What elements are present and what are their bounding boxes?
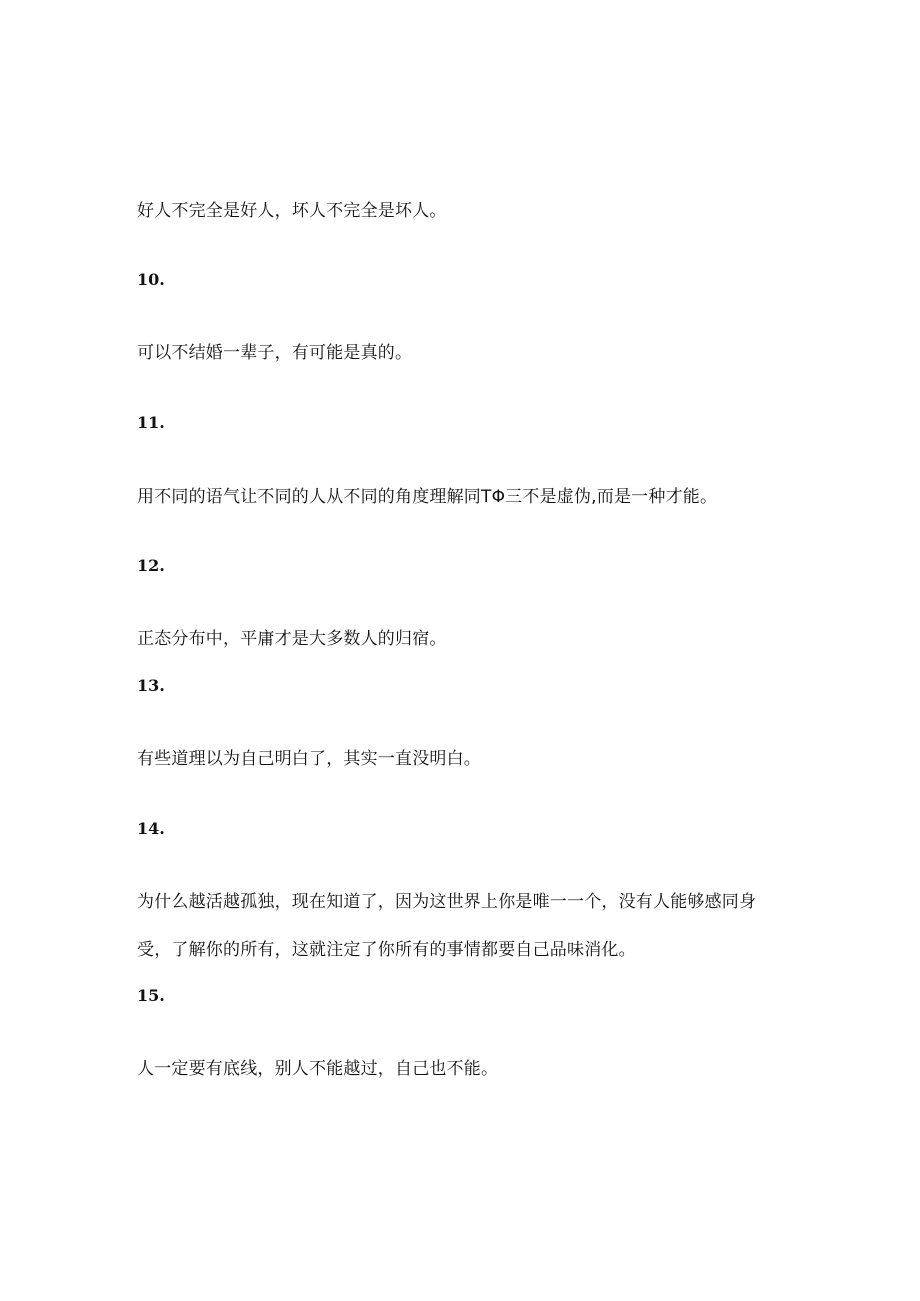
item-number-14: 14. <box>137 819 165 838</box>
item-number-11: 11. <box>137 413 165 432</box>
paragraph-13: 有些道理以为自己明白了，其实一直没明白。 <box>137 749 481 769</box>
item-number-13: 13. <box>137 676 165 695</box>
item-number-12: 12. <box>137 556 165 575</box>
paragraph-10: 可以不结婚一辈子，有可能是真的。 <box>137 343 413 363</box>
paragraph-11: 用不同的语气让不同的人从不同的角度理解同TΦ三不是虚伪,而是一种才能。 <box>137 487 718 507</box>
paragraph-14-line-1: 为什么越活越孤独，现在知道了，因为这世界上你是唯一一个，没有人能够感同身 <box>137 892 757 912</box>
paragraph-14-line-2: 受，了解你的所有，这就注定了你所有的事情都要自己品味消化。 <box>137 940 636 960</box>
paragraph-12: 正态分布中，平庸才是大多数人的归宿。 <box>137 629 447 649</box>
item-number-15: 15. <box>137 986 165 1005</box>
paragraph-15: 人一定要有底线，别人不能越过，自己也不能。 <box>137 1059 499 1079</box>
item-number-10: 10. <box>137 270 165 289</box>
paragraph-9: 好人不完全是好人，坏人不完全是坏人。 <box>137 201 447 221</box>
